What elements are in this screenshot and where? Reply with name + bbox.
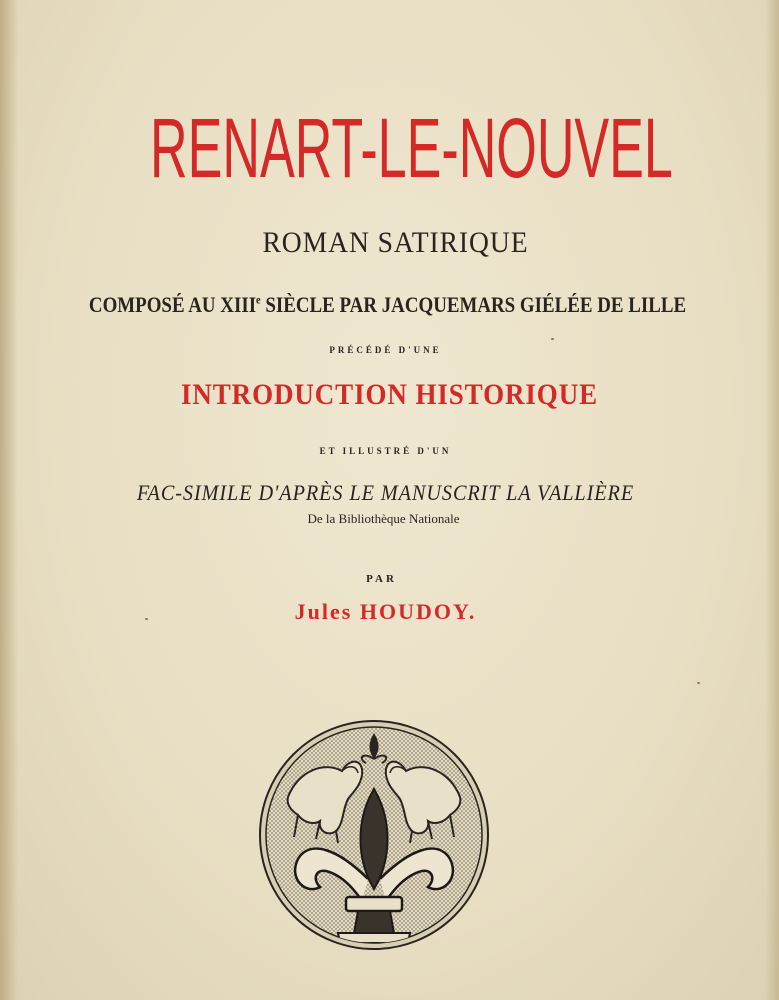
paper-speck bbox=[145, 618, 148, 620]
book-subtitle: ROMAN SATIRIQUE bbox=[262, 226, 529, 259]
composition-line-start: COMPOSÉ AU XIII bbox=[88, 292, 257, 317]
century-superscript: e bbox=[256, 292, 261, 307]
facsimile-line: FAC-SIMILE D'APRÈS LE MANUSCRIT LA VALLIÈRE bbox=[136, 480, 635, 505]
page-edge-shadow-left bbox=[0, 0, 18, 1000]
illustrated-by-label: ET ILLUSTRÉ D'UN bbox=[319, 446, 452, 456]
paper-speck bbox=[551, 338, 554, 340]
seal-emblem bbox=[258, 719, 490, 951]
preceded-by-label: PRÉCÉDÉ D'UNE bbox=[329, 345, 442, 355]
by-label: PAR bbox=[366, 573, 397, 585]
page-edge-shadow-right bbox=[765, 0, 779, 1000]
book-title: RENART-LE-NOUVEL bbox=[150, 101, 673, 195]
introduction-heading: INTRODUCTION HISTORIQUE bbox=[180, 378, 599, 411]
library-line: De la Bibliothèque Nationale bbox=[307, 511, 460, 526]
author-name: Jules HOUDOY. bbox=[294, 599, 477, 624]
paper-speck bbox=[697, 682, 700, 684]
fleur-de-lis-seal-icon bbox=[258, 719, 490, 951]
composition-line-end: SIÈCLE PAR JACQUEMARS GIÉLÉE DE LILLE bbox=[260, 292, 687, 317]
composition-line bbox=[53, 292, 723, 318]
